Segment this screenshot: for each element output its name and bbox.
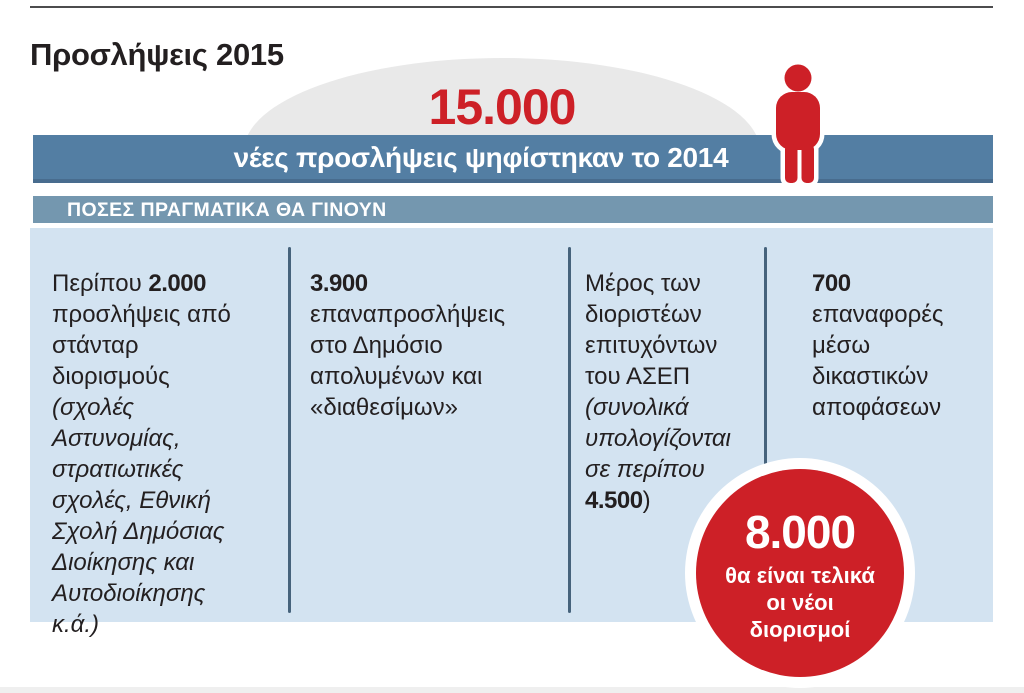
result-badge-number: 8.000 — [744, 506, 856, 558]
column-3-text: Μέρος των διοριστέων επιτυχόντων του ΑΣΕΠ — [585, 270, 718, 390]
column-1-number: 2.000 — [148, 270, 206, 297]
column-1-text: προσλήψεις από στάνταρ διορισμούς — [52, 301, 231, 390]
column-divider-2 — [568, 247, 571, 613]
column-standard-appointments — [52, 268, 242, 640]
column-4-number: 700 — [812, 270, 851, 297]
column-3-note-close: ) — [642, 487, 651, 514]
column-court-restorations — [812, 268, 980, 423]
page-title: Προσλήψεις 2015 — [30, 36, 284, 72]
column-3-note: (συνολικά υπολογίζονται σε περίπου — [585, 394, 731, 483]
hero-banner — [33, 135, 993, 183]
column-3-note-number: 4.500 — [585, 487, 643, 514]
result-badge-caption: θα είναι τελικά οι νέοι διορισμοί — [725, 562, 875, 642]
section-header-text: ΠΟΣΕΣ ΠΡΑΓΜΑΤΙΚΑ ΘΑ ΓΙΝΟΥΝ — [67, 199, 387, 221]
column-2-text: επαναπροσλήψεις στο Δημόσιο απολυμένων και «διαθεσίμων» — [310, 301, 506, 421]
column-rehires — [310, 268, 545, 423]
person-icon — [768, 56, 828, 186]
column-1-note: (σχολές Αστυνομίας, στρατιωτικές σχολές, Εθνική Σχολή Δημόσιας Διοίκησης και Αυτοδιοίκησης κ.ά.) — [52, 394, 225, 638]
column-divider-1 — [288, 247, 291, 613]
top-rule — [30, 6, 993, 8]
hero-banner-text: νέες προσλήψεις ψηφίστηκαν το 2014 — [233, 142, 729, 173]
column-4-text: επαναφορές μέσω δικαστικών αποφάσεων — [812, 301, 944, 421]
column-2-number: 3.900 — [310, 270, 368, 297]
result-badge — [696, 469, 904, 677]
column-divider-3 — [764, 247, 767, 465]
column-1-lead: Περίπου — [52, 270, 149, 297]
bottom-rule — [0, 687, 1024, 693]
hero-number: 15.000 — [428, 79, 576, 135]
section-header-banner — [33, 196, 993, 223]
column-asep — [585, 268, 757, 516]
